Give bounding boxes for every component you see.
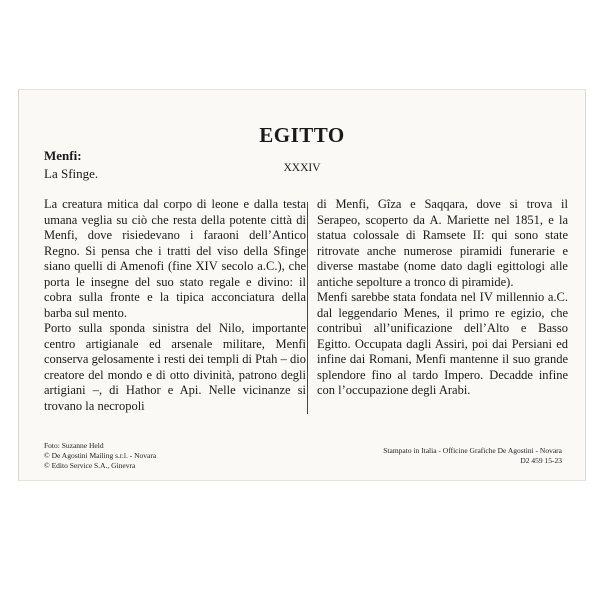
paragraph: La creatura mitica dal corpo di leone e dalla testa umana veglia su ciò che resta della potente città di Menfi, dove risiedevano i faraoni dell’Antico Regno. Si pensa che i tratti del viso della Sfinge siano quelli di Amenofi (fine XIV secolo a.C.), che porta le insegne del suo stato regale e divino: il cobra sulla fronte e la tipica acconciatura della barba sul mento.	[44, 197, 306, 320]
footer-printer	[383, 446, 562, 466]
footer-credits	[44, 441, 156, 471]
paragraph: Porto sulla sponda sinistra del Nilo, importante centro artigianale ed arsenale militare, Menfi conserva gelosamente i resti dei templi di Ptah – dio creatore del mondo e di otto divinità, patrono degli artigiani –, di Hathor e Api. Nelle vicinanze si trovano la necropoli	[44, 321, 306, 413]
photo-credit: Foto: Suzanne Held	[44, 441, 104, 450]
product-code: D2 459 15-23	[520, 456, 562, 465]
copyright-line: © Edito Service S.A., Ginevra	[44, 461, 136, 470]
copyright-line: © De Agostini Mailing s.r.l. - Novara	[44, 451, 157, 460]
section-title: Menfi:	[44, 148, 82, 163]
paragraph: Menfi sarebbe stata fondata nel IV millennio a.C. dal leggendario Menes, il primo re egizio, che contribuì all’unificazione dell’Alto e Basso Egitto. Occupata dagli Assiri, poi dai Persiani ed infine dai Romani, Menfi mantenne il suo grande splendore fino al tardo Impero. Decadde infine con l’occupazione degli Arabi.	[317, 290, 568, 397]
card-number: XXXIV	[283, 162, 321, 174]
section-subtitle: La Sfinge.	[44, 166, 99, 181]
column-divider	[307, 202, 308, 414]
postcard-back	[18, 89, 586, 481]
text-column-left	[44, 197, 306, 414]
card-title: EGITTO	[259, 123, 345, 147]
printer-line: Stampato in Italia - Officine Grafiche De Agostini - Novara	[383, 446, 562, 455]
text-column-right	[317, 197, 568, 399]
paragraph: di Menfi, Gîza e Saqqara, dove si trova il Serapeo, scoperto da A. Mariette nel 1851, e la statua colossale di Ramsete II: qui sono state ritrovate anche numerose piramidi funerarie e diverse mastabe (nome dato dagli egittologi alle antiche sepolture a tronco di piramide).	[317, 197, 568, 289]
